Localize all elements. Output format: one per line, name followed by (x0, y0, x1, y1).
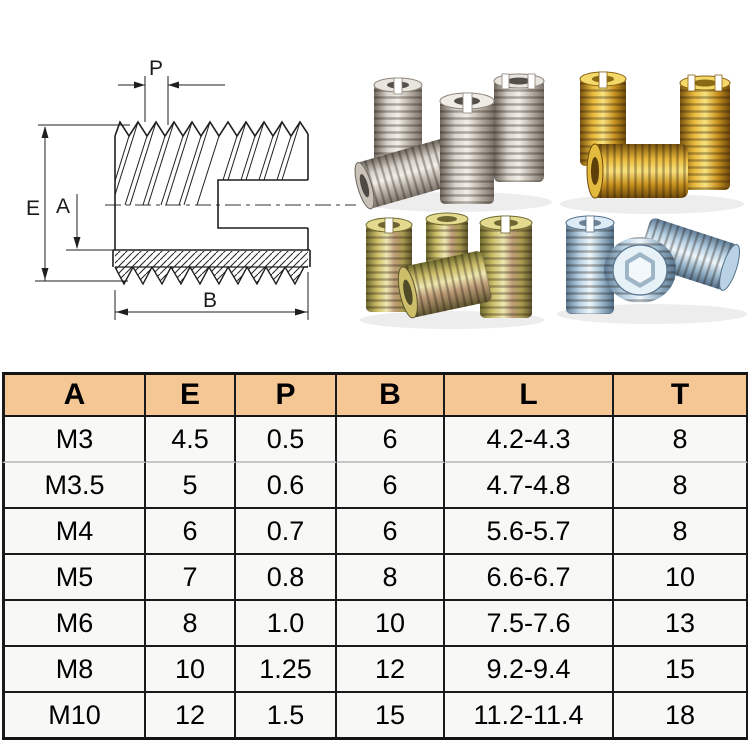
cell-p: 0.8 (236, 555, 337, 601)
cell-e: 12 (146, 693, 236, 740)
cell-b: 6 (337, 417, 445, 463)
cell-size: M10 (2, 693, 146, 740)
top-thread-profile (115, 122, 308, 136)
bottom-thread-teeth (115, 267, 308, 284)
insert-photo-collage (352, 52, 750, 352)
cell-t: 15 (614, 647, 748, 693)
cell-l: 9.2-9.4 (445, 647, 614, 693)
product-photos (352, 52, 750, 352)
col-header-p: P (236, 372, 337, 417)
cell-t: 18 (614, 693, 748, 740)
dim-p-arrow-right (168, 82, 179, 89)
cell-e: 10 (146, 647, 236, 693)
table-row-m10 (2, 693, 748, 740)
body-outline (113, 134, 310, 267)
insert-section-drawing (20, 50, 360, 350)
cell-e: 7 (146, 555, 236, 601)
cell-t: 10 (614, 555, 748, 601)
spec-table (2, 372, 748, 740)
cell-e: 6 (146, 509, 236, 555)
dim-label-b: B (203, 289, 218, 312)
dim-b-arrow-right (295, 309, 307, 316)
col-header-e: E (146, 372, 236, 417)
cell-l: 11.2-11.4 (445, 693, 614, 740)
dim-e-arrow-top (42, 126, 49, 138)
table-row-m3 (2, 417, 748, 463)
dim-p-arrow-left (134, 82, 145, 89)
table-row-m5 (2, 555, 748, 601)
cell-p: 0.5 (236, 417, 337, 463)
cell-b: 15 (337, 693, 445, 740)
table-row-m8 (2, 647, 748, 693)
cell-b: 6 (337, 463, 445, 509)
table-header-row (2, 372, 748, 417)
cell-b: 6 (337, 509, 445, 555)
cell-p: 1.0 (236, 601, 337, 647)
cell-e: 5 (146, 463, 236, 509)
cell-p: 0.6 (236, 463, 337, 509)
cell-size: M8 (2, 647, 146, 693)
cell-l: 4.7-4.8 (445, 463, 614, 509)
cell-size: M4 (2, 509, 146, 555)
col-header-a: A (2, 372, 146, 417)
dim-label-e: E (26, 197, 41, 220)
technical-drawing (20, 50, 360, 350)
cell-e: 4.5 (146, 417, 236, 463)
cell-t: 8 (614, 417, 748, 463)
dim-a (66, 194, 115, 250)
table-row-m3-5 (2, 463, 748, 509)
cell-b: 10 (337, 601, 445, 647)
cell-e: 8 (146, 601, 236, 647)
cell-l: 5.6-5.7 (445, 509, 614, 555)
photo-brass-inserts (560, 72, 744, 214)
cell-p: 1.25 (236, 647, 337, 693)
dim-a-arrow (74, 237, 81, 249)
dim-label-a: A (56, 195, 71, 218)
cell-l: 4.2-4.3 (445, 417, 614, 463)
cell-t: 8 (614, 463, 748, 509)
dim-e-arrow-bottom (42, 268, 49, 280)
cell-size: M6 (2, 601, 146, 647)
cell-b: 12 (337, 647, 445, 693)
cell-size: M3 (2, 417, 146, 463)
cell-size: M5 (2, 555, 146, 601)
cell-l: 6.6-6.7 (445, 555, 614, 601)
col-header-l: L (445, 372, 614, 417)
cell-t: 8 (614, 509, 748, 555)
dim-label-p: P (149, 57, 164, 80)
table-row-m4 (2, 509, 748, 555)
cell-p: 1.5 (236, 693, 337, 740)
col-header-t: T (614, 372, 748, 417)
cell-b: 8 (337, 555, 445, 601)
photo-stainless-inserts (352, 74, 552, 212)
dim-b-arrow-left (116, 309, 128, 316)
cell-p: 0.7 (236, 509, 337, 555)
cell-l: 7.5-7.6 (445, 601, 614, 647)
photo-blue-zinc-inserts (557, 216, 747, 324)
bottom-thread-band (115, 251, 308, 267)
cell-size: M3.5 (2, 463, 146, 509)
photo-yellow-zinc-inserts (360, 213, 544, 329)
cell-t: 13 (614, 601, 748, 647)
col-header-b: B (337, 372, 445, 417)
table-row-m6 (2, 601, 748, 647)
